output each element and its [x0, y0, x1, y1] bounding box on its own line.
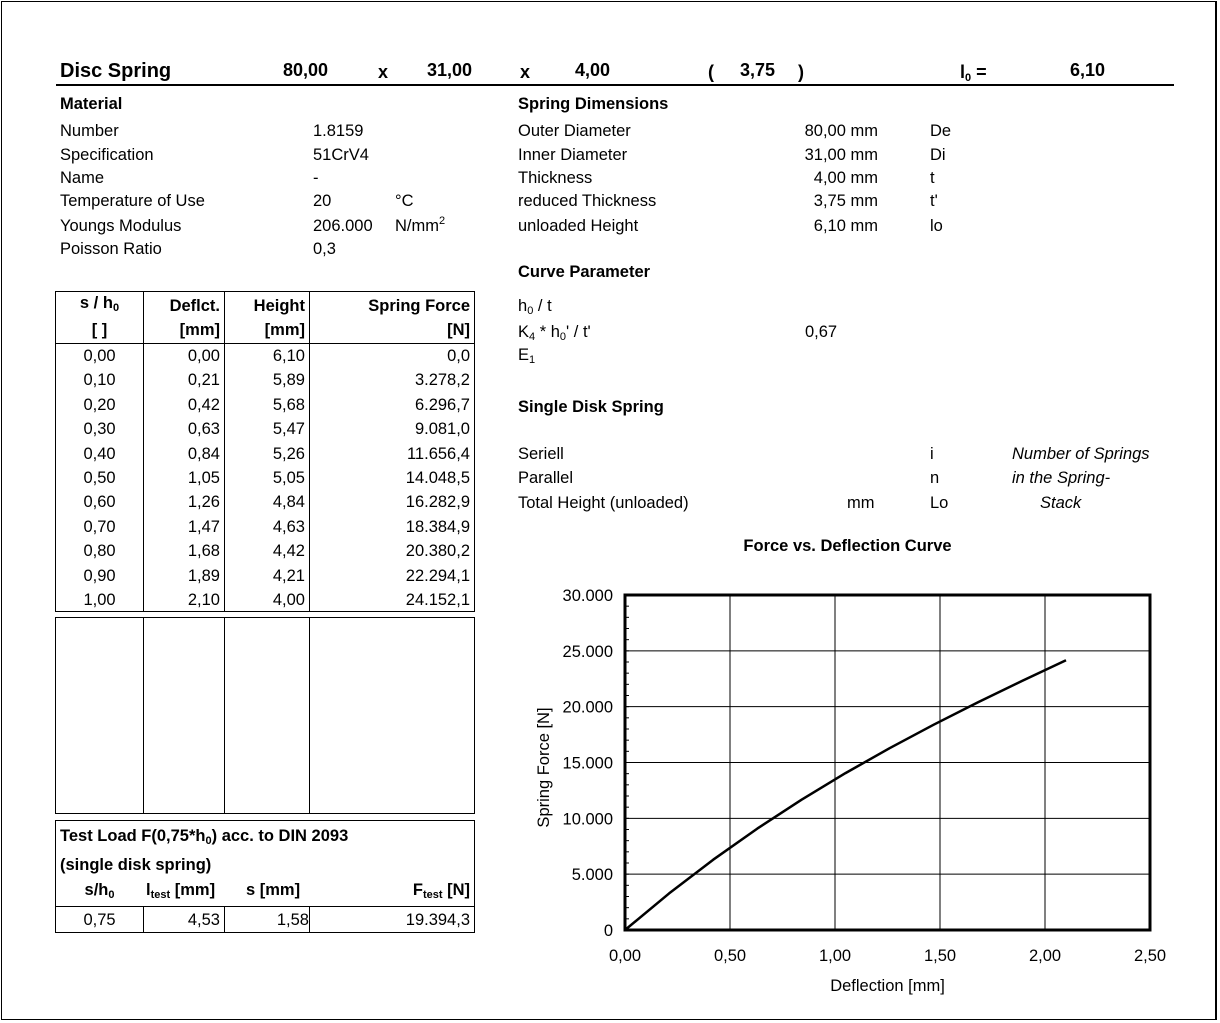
dim-reduced-label: reduced Thickness	[518, 192, 657, 210]
cell-deflection: 1,47	[187, 517, 220, 536]
cell-s-h0: 0,10	[83, 371, 116, 390]
dim-thickness-symbol: t	[930, 169, 935, 187]
dim-height-value: 6,10 mm	[813, 217, 878, 235]
dim-height-label: unloaded Height	[518, 217, 639, 235]
table-row	[56, 515, 474, 539]
cell-s-h0: 1,00	[83, 591, 116, 609]
total-height-symbol: Lo	[930, 494, 949, 512]
cell-deflection: 2,10	[187, 591, 220, 609]
cell-deflection: 1,26	[187, 493, 220, 512]
cell-deflection: 1,05	[187, 469, 220, 487]
cell-s-h0: 0,00	[83, 347, 116, 365]
table-body	[56, 344, 474, 610]
table-row	[56, 417, 474, 441]
cell-spring-force: 6.296,7	[414, 395, 470, 414]
header-l0-label: $l_0$ =	[960, 62, 987, 84]
stack-note-2: in the Spring-	[1012, 469, 1111, 487]
header-outer-diameter: 80,00	[283, 60, 329, 80]
cell-spring-force: 14.048,5	[405, 469, 470, 487]
y-tick-label: 0	[603, 922, 613, 940]
curve-parameter-heading: Curve Parameter	[518, 263, 651, 281]
cell-height: 5,26	[272, 444, 305, 463]
empty-table-area	[55, 617, 475, 814]
deflection-table	[55, 291, 475, 612]
cell-height: 5,47	[272, 420, 305, 439]
cell-s-h0: 0,20	[83, 395, 116, 414]
material-number-label: Number	[60, 122, 119, 140]
material-spec-value: 51CrV4	[313, 146, 369, 164]
material-temp-unit: °C	[395, 192, 414, 210]
cell-spring-force: 24.152,1	[405, 591, 470, 609]
cell-deflection: 1,68	[187, 542, 220, 561]
material-modulus-value: 206.000	[313, 217, 373, 235]
cell-spring-force: 9.081,0	[414, 420, 470, 439]
y-tick-label: 10.000	[562, 810, 613, 829]
material-modulus-label: Youngs Modulus	[60, 217, 182, 235]
dim-thickness-value: 4,00 mm	[813, 169, 878, 187]
x-axis-label: Deflection [mm]	[830, 977, 945, 995]
page-title: Disc Spring	[60, 60, 172, 82]
header-times-1: x	[378, 62, 389, 82]
stack-note-1: Number of Springs	[1012, 445, 1150, 463]
single-disk-heading: Single Disk Spring	[518, 398, 664, 416]
cell-s-h0: 0,80	[83, 542, 116, 561]
curve-h0-t-label: $h_0$ / t	[518, 297, 552, 317]
col-header-height: Height	[253, 297, 305, 315]
col-unit-height: [mm]	[264, 321, 305, 339]
x-tick-label: 2,00	[1028, 947, 1062, 965]
force-deflection-chart	[525, 580, 1185, 1010]
cell-spring-force: 11.656,4	[406, 444, 470, 463]
table-row	[56, 393, 474, 417]
parallel-symbol: n	[930, 469, 940, 487]
cell-spring-force: 16.282,9	[405, 493, 470, 512]
header-thickness: 4,00	[575, 60, 611, 80]
test-col-l-test: $l_{test}$ [mm]	[146, 881, 216, 901]
test-col-f-test: $F_{test}$ [N]	[412, 881, 470, 901]
y-tick-label: 15.000	[562, 754, 613, 773]
test-value-l-test: 4,53	[187, 911, 220, 929]
y-tick-label: 5.000	[571, 866, 613, 885]
col-header-s-h0: s / $h_0$	[79, 294, 120, 314]
total-height-label: Total Height (unloaded)	[518, 494, 689, 512]
cell-height: 4,63	[272, 517, 305, 536]
table-row	[56, 539, 474, 563]
header-paren-open: (	[708, 62, 714, 82]
test-col-s: s [mm]	[246, 881, 301, 899]
header-reduced-thickness: 3,75	[740, 60, 776, 80]
header-times-2: x	[520, 62, 531, 82]
cell-spring-force: 3.278,2	[414, 371, 470, 390]
cell-s-h0: 0,50	[83, 469, 116, 487]
cell-height: 4,00	[272, 591, 305, 609]
table-row	[56, 442, 474, 466]
cell-s-h0: 0,90	[83, 566, 116, 585]
cell-spring-force: 0,0	[447, 347, 470, 365]
test-load-title: Test Load $F(0,75*h_0)$ acc. to DIN 2093	[60, 827, 349, 847]
cell-height: 4,42	[272, 542, 305, 561]
header-l0-value: 6,10	[1070, 60, 1106, 80]
test-col-s-h0: $s/h_0$	[84, 881, 115, 901]
x-tick-label: 0,00	[608, 947, 642, 965]
cell-height: 4,84	[272, 493, 305, 512]
cell-spring-force: 20.380,2	[405, 542, 470, 561]
dim-outer-value: 80,00 mm	[804, 122, 878, 140]
material-name-label: Name	[60, 169, 105, 187]
material-temp-value: 20	[313, 192, 332, 210]
dim-outer-label: Outer Diameter	[518, 122, 631, 140]
dimensions-heading: Spring Dimensions	[518, 95, 669, 113]
table-row	[56, 588, 474, 612]
test-load-box: Test Load $F(0,75*h_0)$ acc. to DIN 2093 (single disk spring) $s/h_0$ $l_{test}$ [mm] s [mm] $F_{test}$ [N] 0,75 4,53 1,58 19.394,3	[55, 820, 475, 933]
cell-deflection: 0,21	[187, 371, 220, 390]
dim-height-symbol: lo	[930, 217, 943, 235]
table-row	[56, 564, 474, 588]
x-tick-label: 2,50	[1133, 947, 1167, 965]
header-rule	[56, 84, 1174, 86]
table-row	[56, 490, 474, 514]
cell-height: 4,21	[272, 566, 305, 585]
dim-reduced-symbol: t'	[930, 192, 938, 210]
material-number-value: 1.8159	[313, 122, 364, 140]
cell-height: 6,10	[272, 347, 305, 365]
cell-s-h0: 0,40	[83, 444, 116, 463]
test-load-subtitle: (single disk spring)	[60, 856, 212, 874]
dim-inner-label: Inner Diameter	[518, 146, 628, 164]
col-unit-force: [N]	[447, 321, 470, 339]
cell-deflection: 0,84	[187, 444, 220, 463]
material-spec-label: Specification	[60, 146, 154, 164]
col-unit-deflection: [mm]	[179, 321, 220, 339]
y-axis-label: Spring Force [N]	[535, 707, 553, 828]
cell-s-h0: 0,30	[83, 420, 116, 439]
curve-e1-label: $E_1$	[518, 346, 536, 366]
col-header-spring-force: Spring Force	[368, 297, 470, 315]
material-poisson-label: Poisson Ratio	[60, 240, 162, 258]
parallel-label: Parallel	[518, 469, 574, 487]
cell-spring-force: 18.384,9	[405, 517, 470, 536]
material-heading: Material	[60, 95, 123, 113]
x-tick-label: 1,50	[923, 947, 957, 965]
dim-inner-value: 31,00 mm	[804, 146, 878, 164]
dim-reduced-value: 3,75 mm	[813, 192, 878, 210]
cell-s-h0: 0,60	[83, 493, 116, 512]
material-name-value: -	[313, 169, 319, 187]
x-tick-label: 1,00	[818, 947, 852, 965]
cell-deflection: 0,63	[187, 420, 220, 439]
curve-k4-label: $K_4 * h_0'$ / t'	[518, 323, 591, 343]
cell-s-h0: 0,70	[83, 517, 116, 536]
dim-thickness-label: Thickness	[518, 169, 593, 187]
x-tick-label: 0,50	[713, 947, 747, 965]
seriell-symbol: i	[930, 445, 934, 463]
y-tick-label: 30.000	[562, 587, 613, 605]
y-tick-label: 20.000	[562, 698, 613, 717]
material-temp-label: Temperature of Use	[60, 192, 205, 210]
cell-deflection: 1,89	[187, 566, 220, 585]
dim-outer-symbol: De	[930, 122, 952, 140]
table-row	[56, 466, 474, 490]
col-unit-s-h0: [ ]	[91, 321, 108, 339]
col-header-deflection: Deflct.	[169, 297, 220, 315]
cell-height: 5,89	[272, 371, 305, 390]
test-value-s-h0: 0,75	[83, 911, 116, 929]
header-paren-close: )	[798, 62, 804, 82]
header-inner-diameter: 31,00	[427, 60, 473, 80]
y-tick-label: 25.000	[562, 642, 613, 661]
cell-deflection: 0,00	[187, 347, 220, 365]
table-row	[56, 368, 474, 392]
cell-height: 5,68	[272, 395, 305, 414]
stack-note-3: Stack	[1040, 494, 1082, 512]
curve-k4-value: 0,67	[805, 323, 838, 341]
table-row	[56, 344, 474, 368]
dim-inner-symbol: Di	[930, 146, 946, 164]
material-poisson-value: 0,3	[313, 240, 336, 258]
chart-title: Force vs. Deflection Curve	[743, 537, 952, 555]
seriell-label: Seriell	[518, 445, 564, 463]
material-modulus-unit: $N/mm^2$	[395, 215, 446, 235]
test-value-f-test: 19.394,3	[405, 911, 470, 929]
cell-deflection: 0,42	[187, 395, 220, 414]
total-height-unit: mm	[847, 494, 875, 512]
cell-spring-force: 22.294,1	[405, 566, 470, 585]
force-curve-line	[625, 660, 1066, 930]
cell-height: 5,05	[272, 469, 305, 487]
